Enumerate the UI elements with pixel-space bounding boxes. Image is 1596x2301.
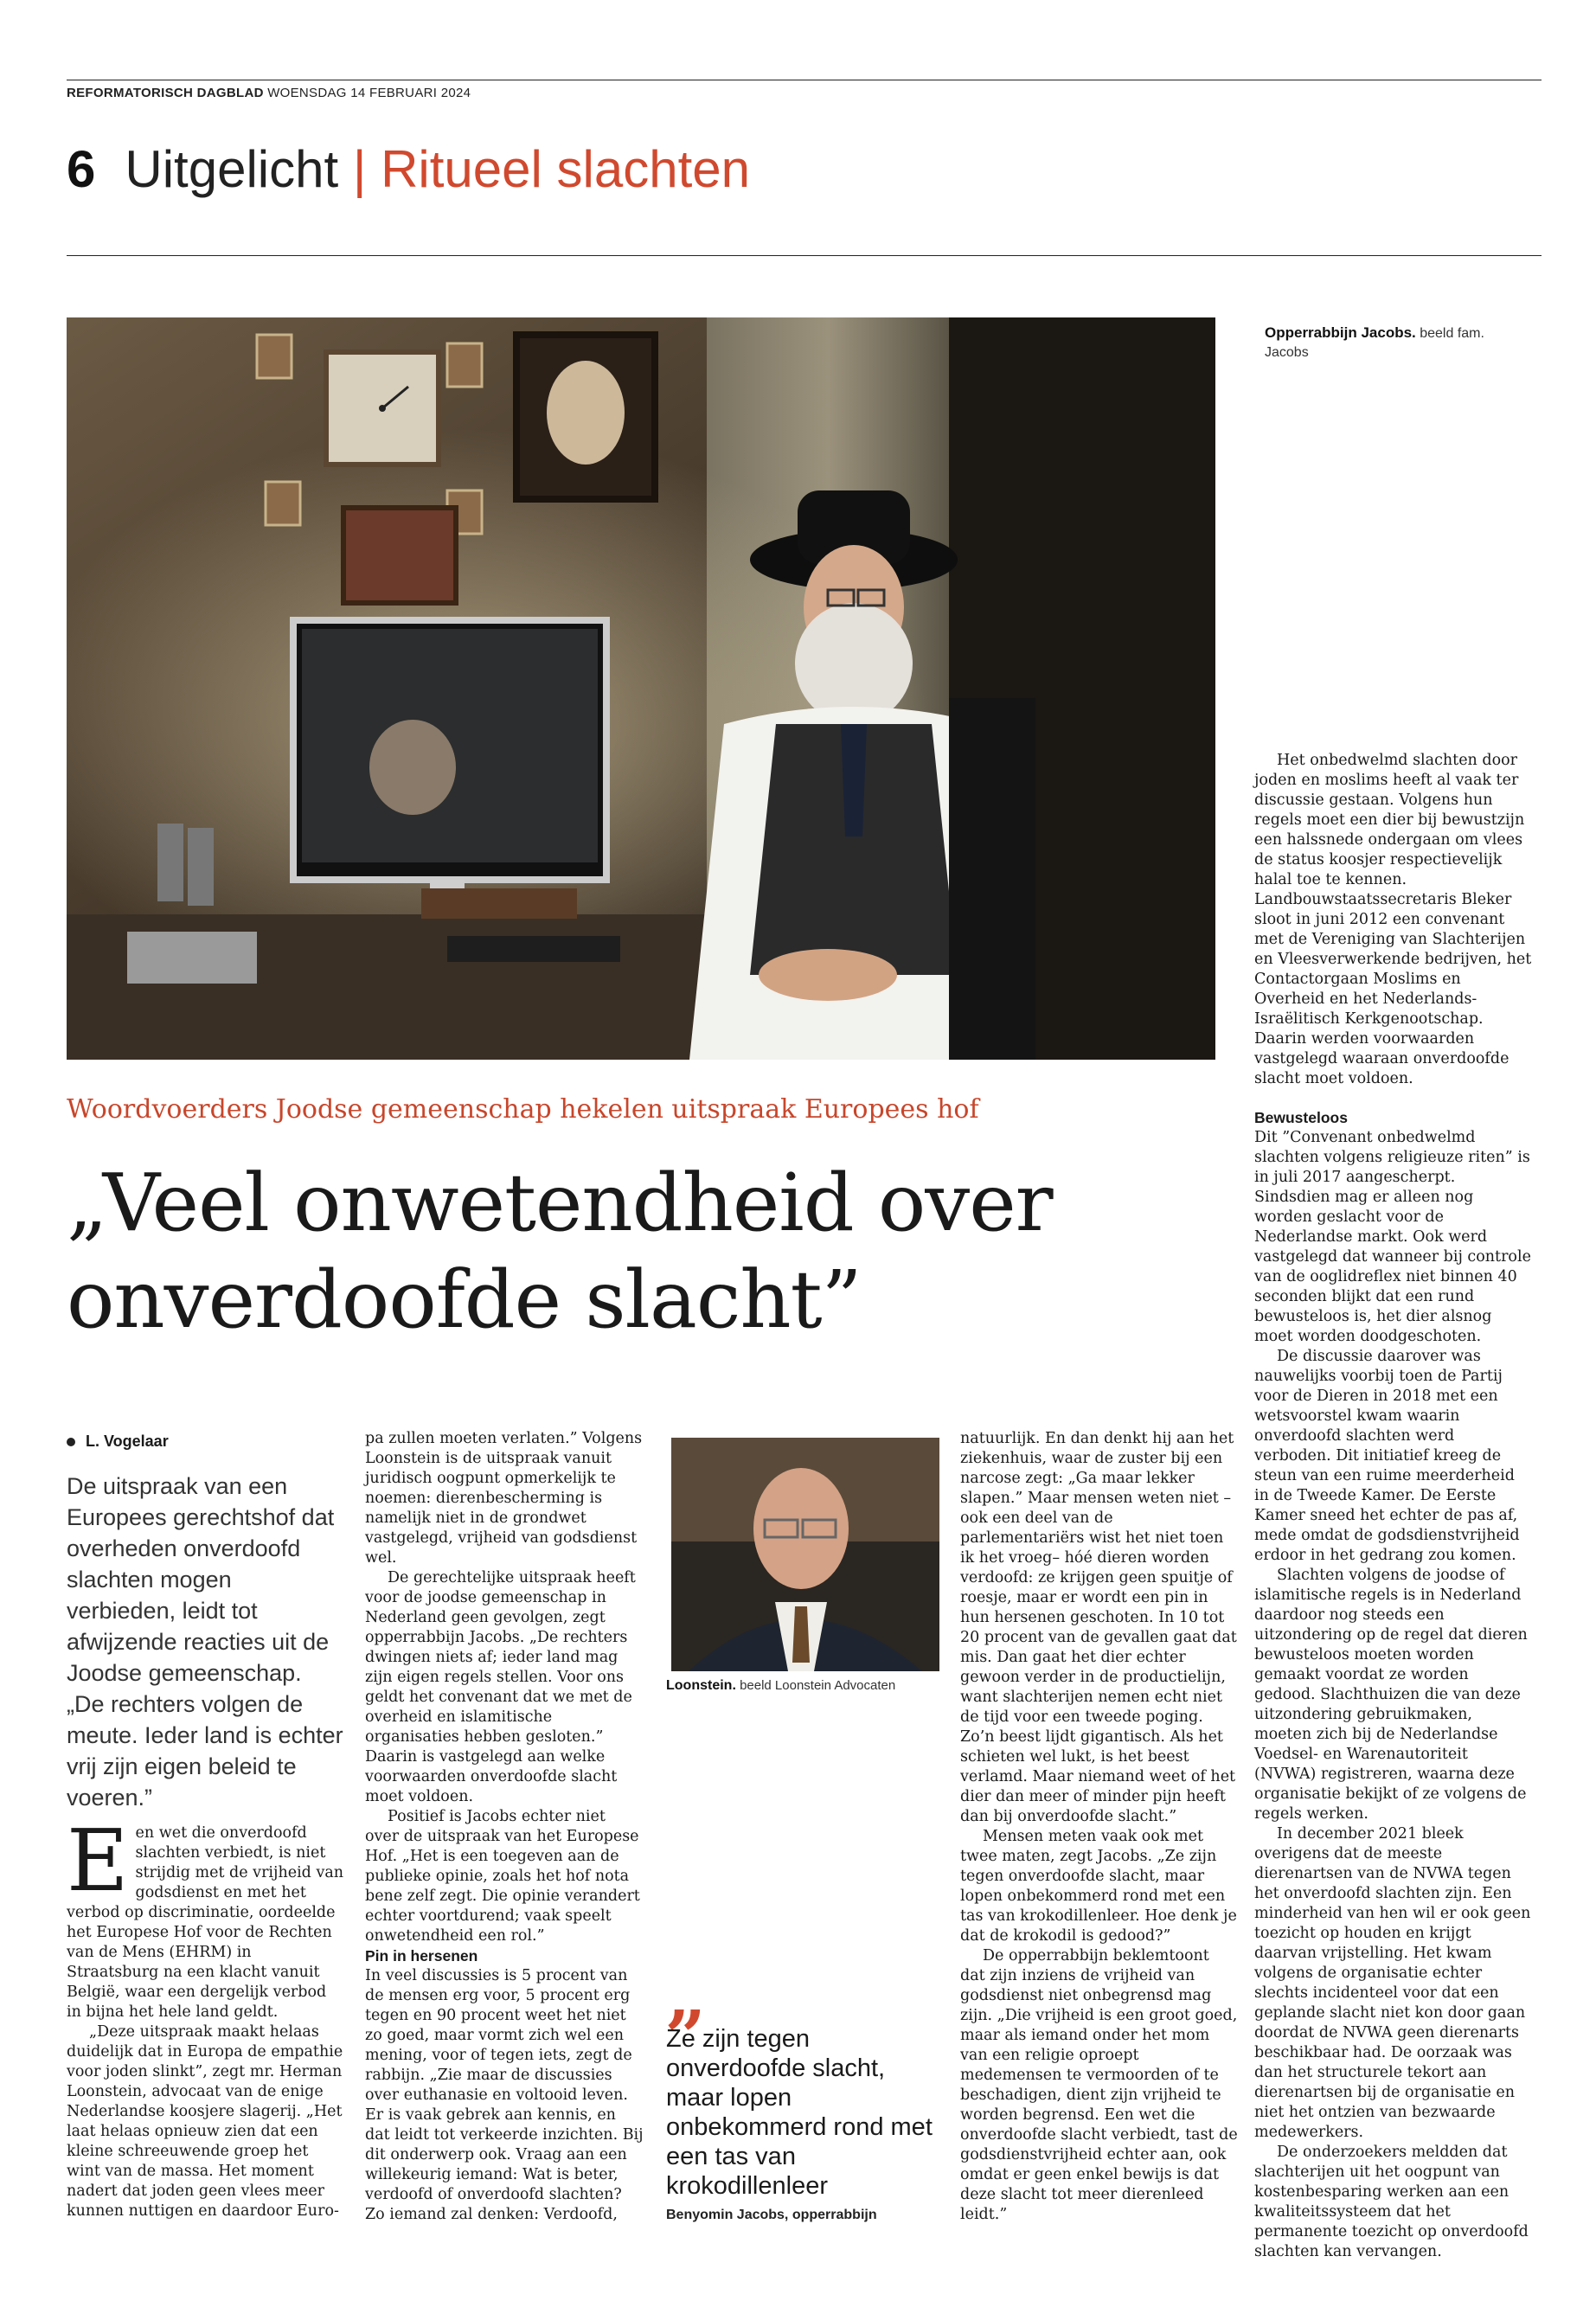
article-column-5 [1254, 751, 1533, 2262]
issue-date: WOENSDAG 14 FEBRUARI 2024 [267, 86, 471, 100]
header-rule [67, 255, 1542, 256]
col2-paragraph: In veel discussies is 5 procent van de mensen erg voor, 5 procent erg tegen en 90 procent weet het niet zo goed, maar vormt zich wel een mening, voor of tegen iets, zegt de rabbijn. „Zie maar de discussies over euthanasie en voltooid leven. Er is vaak gebrek aan kennis, en dat leidt tot verkeerde inzichten. Bij dit onderwerp ook. Vraag aan een willekeurig iemand: Wat is beter, verdoofd of onverdoofd slachten? Zo iemand zal denken: Verdoofd, [365, 1967, 644, 2223]
col4-paragraph: Mensen meten vaak ook met twee maten, zegt Jacobs. „Ze zijn tegen onverdoofde slacht, maar lopen onbekommerd rond met een tas van krokodillenleer. Hoe denk je dat de krokodil is gedood?” [960, 1828, 1237, 1945]
section-topic: Ritueel slachten [381, 140, 751, 198]
col5-paragraph: Het onbedwelmd slachten door joden en moslims heeft al vaak ter discussie gestaan. Volgens hun regels moet een dier bij bewustzijn een halssnede ondergaan om vlees de status koosjer respectievelijk halal toe te kennen. Landbouwstaatssecretaris Bleker sloot in juni 2012 een convenant met de Vereniging van Slachterijen en Vleesverwerkende bedrijven, het Contactorgaan Moslims en Overheid en het Nederlands-Israëlitisch Kerkgenootschap. Daarin werden voorwaarden vastgelegd waaraan onverdoofde slacht moet voldoen. [1254, 752, 1532, 1087]
col5-paragraph: De discussie daarover was nauwelijks voorbij toen de Partij voor de Dieren in 2018 met een wetsvoorstel kwam waarin onverdoofd slachten werd verboden. Dit initiatief kreeg de steun van een ruime meerderheid in de Tweede Kamer. De Eerste Kamer sneed het echter de pas af, mede omdat de godsdienstvrijheid erdoor in het gedrang zou komen. [1254, 1348, 1520, 1564]
col5-paragraph: Slachten volgens de joodse of islamitische regels is in Nederland daardoor nog steeds een uitzondering op de regel dat dieren bewusteloos moeten worden gemaakt voordat ze worden gedood. Slachthuizen die van deze uitzondering gebruikmaken, moeten zich bij de Nederlandse Voedsel- en Warenautoriteit (NVWA) registreren, waarna deze organisatie bekijkt of ze volgens de regels werken. [1254, 1567, 1528, 1823]
byline [67, 1433, 169, 1451]
col2-paragraph: pa zullen moeten verlaten.” Volgens Loonstein is de uitspraak vanuit juridisch oogpunt opmerkelijk te noemen: dierenbescherming is namelijk niet in de grondwet vastgelegd, vrijheid van godsdienst wel. [365, 1430, 643, 1567]
article-column-1 [67, 1812, 345, 2221]
loonstein-caption [666, 1678, 943, 1694]
drop-cap: E [67, 1812, 129, 1911]
paper-name: REFORMATORISCH DAGBLAD [67, 86, 264, 100]
caption-subject: Loonstein. [666, 1678, 736, 1693]
kicker: Woordvoerders Joodse gemeenschap hekelen uitspraak Europees hof [67, 1094, 979, 1125]
col2-paragraph: Positief is Jacobs echter niet over de uitspraak van het Europese Hof. „Het is een toegeven aan de publieke opinie, zoals het hof nota bene zelf zegt. Die opinie verandert echter voortdurend; vaak speelt onwetendheid een rol.” [365, 1808, 640, 1945]
col5-paragraph: In december 2021 bleek overigens dat de meeste dierenartsen van de NVWA tegen het onverdoofd slachten zijn. Een minderheid van hen wil er ook geen toezicht op houden en krijgt daarvan vrijstelling. Het kwam volgens de organisatie echter slechts incidenteel voor dat een geplande slacht niet kon door gaan doordat de NVWA geen dierenarts beschikbaar had. De oorzaak was dan het structurele tekort aan dierenartsen bij de organisatie en niet het ontzien van bezwaarde medewerkers. [1254, 1825, 1531, 2141]
bullet-icon [67, 1438, 75, 1446]
masthead [67, 80, 1542, 100]
subhead-pin-in-hersenen: Pin in hersenen [365, 1947, 478, 1965]
col5-paragraph: De onderzoekers meldden dat slachterijen uit het oogpunt van kostenbesparing werken aan een kwaliteitssysteem dat het permanente toezicht op onverdoofd slachten kan vervangen. [1254, 2144, 1529, 2260]
pull-quote: Ze zijn tegen onverdoofde slacht, maar lopen onbekommerd rond met een tas van krokodillenleer [666, 2025, 933, 2200]
subhead-bewusteloos: Bewusteloos [1254, 1109, 1348, 1126]
col5-paragraph: Dit ”Convenant onbedwelmd slachten volgens religieuze riten” is in juli 2017 aangescherpt. Sindsdien mag er alleen nog worden geslacht voor de Nederlandse markt. Ook werd vastgelegd dat wanneer bij controle van de ooglidreflex niet binnen 40 seconden blijkt dat een rund bewusteloos is, het dier alsnog moet worden doodgeschoten. [1254, 1129, 1531, 1345]
intro-paragraph: De uitspraak van een Europees gerechtshof dat overheden onverdoofd slachten mogen verbieden, leidt tot afwijzende reacties uit de Joodse gemeenschap. „De rechters volgen de meute. Ieder land is echter vrij zijn eigen beleid te voeren.” [67, 1473, 343, 1811]
loonstein-photo [671, 1438, 939, 1671]
article-column-4 [960, 1429, 1239, 2225]
col4-paragraph: natuurlijk. En dan denkt hij aan het ziekenhuis, waar de zuster bij een narcose zegt: „Ga maar lekker slapen.” Maar mensen weten niet –ook een deel van de parlementariërs wist het niet toen ik het vroeg– hóé dieren worden verdoofd: ze krijgen geen spuitje of roesje, maar er wordt een pin in hun hersenen geschoten. In 10 tot 20 procent van de gevallen gaat dat mis. Dan gaat het dier echter gewoon verder in de productielijn, want slachterijen nemen echt niet de tijd voor een tweede poging. Zo’n beest lijdt gigantisch. Als het schieten wel lukt, is het beest verlamd. Maar niemand weet of het dier dan meer of minder pijn heeft dan bij onverdoofde slacht.” [960, 1430, 1237, 1825]
caption-credit: beeld fam. Jacobs [1265, 326, 1484, 360]
col1-paragraph: en wet die onverdoofd slachten verbiedt, is niet strijdig met de vrijheid van godsdienst en met het verbod op discriminatie, oordeelde het Europese Hof voor de Rechten van de Mens (EHRM) in Straatsburg na een klacht vanuit België, waar een dergelijk verbod in bijna het hele land geldt. [67, 1824, 344, 2021]
col2-paragraph: De gerechtelijke uitspraak heeft voor de joodse gemeenschap in Nederland geen gevolgen, zegt opperrabbijn Jacobs. „De rechters dwingen niets af; ieder land mag zijn eigen regels stellen. Voor ons geldt het convenant dat we met de overheid en islamitische organisaties hebben gesloten.” Daarin is vastgelegd aan welke voorwaarden onverdoofde slacht moet voldoen. [365, 1569, 636, 1805]
author-name: L. Vogelaar [86, 1433, 169, 1450]
col1-paragraph: „Deze uitspraak maakt helaas duidelijk dat in Europa de empathie voor joden slinkt”, zegt mr. Herman Loonstein, advocaat van de enige Nederlandse koosjere slagerij. „Het laat helaas opnieuw zien dat een kleine schreeuwende groep het wint van de massa. Het moment nadert dat joden geen vlees meer kunnen nuttigen en daardoor Euro- [67, 2023, 343, 2220]
article-column-2 [365, 1429, 644, 2225]
rabbi-portrait-illustration [67, 317, 1215, 1060]
quote-mark-icon: „ [666, 1955, 708, 2038]
loonstein-portrait-illustration [671, 1438, 939, 1671]
main-photo-caption [1265, 324, 1524, 362]
caption-credit: beeld Loonstein Advocaten [740, 1678, 896, 1693]
section-name: Uitgelicht [125, 140, 339, 198]
pull-quote-attribution: Benyomin Jacobs, opperrabbijn [666, 2208, 877, 2222]
col4-paragraph: De opperrabbijn beklemtoont dat zijn inziens de vrijheid van godsdienst niet onbegrensd mag zijn. „Die vrijheid is een groot goed, maar als iemand onder het mom van een religie oproept medemensen te vermoorden of te beschadigen, dient zijn vrijheid te worden begrensd. Een wet die onverdoofde slacht verbiedt, tast de godsdienstvrijheid echter aan, ook omdat er geen enkel bewijs is dat deze slacht tot meer dierenleed leidt.” [960, 1947, 1238, 2223]
caption-subject: Opperrabbijn Jacobs. [1265, 324, 1416, 341]
page-number: 6 [67, 140, 96, 198]
main-photo-rabbi-jacobs [67, 317, 1215, 1060]
headline: „Veel onwetendheid over onverdoofde slacht” [67, 1157, 1053, 1346]
section-header [67, 138, 750, 201]
section-separator: | [352, 140, 367, 198]
